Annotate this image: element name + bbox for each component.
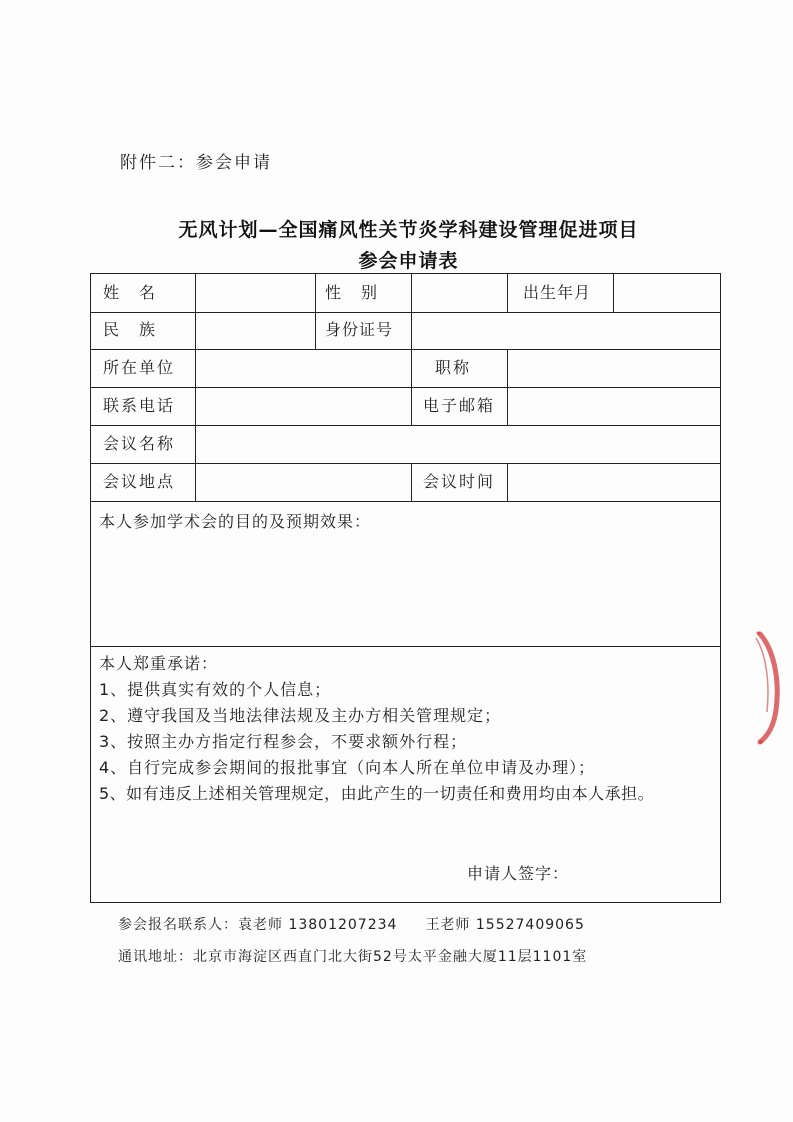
col-divider — [195, 274, 196, 501]
contact-label: 参会报名联系人： — [118, 917, 238, 933]
row-divider — [91, 425, 720, 426]
row-divider — [91, 463, 720, 464]
label-phone: 联系电话 — [103, 396, 176, 415]
form-title: 无风计划—全国痛风性关节炎学科建设管理促进项目 — [178, 219, 639, 241]
label-id-number: 身份证号 — [325, 320, 394, 339]
col-divider — [613, 274, 614, 312]
label-meeting-time: 会议时间 — [423, 472, 496, 491]
seal-stamp-fragment — [752, 630, 782, 746]
contact2-name: 王老师 — [425, 917, 471, 933]
col-divider — [411, 463, 412, 501]
label-work-unit: 所在单位 — [103, 358, 176, 377]
label-gender: 性 别 — [325, 283, 380, 302]
col-divider — [411, 274, 412, 312]
label-email: 电子邮箱 — [423, 396, 496, 415]
contact-line — [118, 914, 585, 934]
purpose-label: 本人参加学术会的目的及预期效果： — [99, 512, 372, 531]
label-name: 姓 名 — [103, 283, 158, 302]
label-birth-date: 出生年月 — [523, 283, 592, 302]
application-form-table — [90, 273, 721, 903]
address-line — [118, 946, 587, 966]
row-divider — [91, 349, 720, 350]
attachment-label: 附件二：参会申请 — [120, 153, 272, 173]
col-divider — [507, 274, 508, 312]
label-meeting-name: 会议名称 — [103, 434, 176, 453]
col-divider — [507, 463, 508, 501]
label-job-title: 职称 — [435, 358, 472, 377]
form-subtitle: 参会申请表 — [358, 250, 459, 272]
commitment-item: 5、如有违反上述相关管理规定，由此产生的一切责任和费用均由本人承担。 — [99, 784, 655, 803]
contact2-phone: 15527409065 — [475, 917, 585, 933]
address-value: 北京市海淀区西直门北大街52号太平金融大厦11层1101室 — [193, 949, 588, 965]
contact1-phone: 13801207234 — [288, 917, 398, 933]
label-meeting-location: 会议地点 — [103, 472, 176, 491]
commitment-item: 4、自行完成参会期间的报批事宜（向本人所在单位申请及办理）； — [99, 758, 596, 777]
commitment-item: 3、按照主办方指定行程参会，不要求额外行程； — [99, 732, 468, 751]
col-divider — [507, 349, 508, 425]
label-ethnicity: 民 族 — [103, 320, 158, 339]
row-divider — [91, 387, 720, 388]
commitment-item: 2、遵守我国及当地法律法规及主办方相关管理规定； — [99, 706, 502, 725]
commitment-item: 1、提供真实有效的个人信息； — [99, 680, 332, 699]
signature-label: 申请人签字： — [467, 864, 570, 883]
row-divider — [91, 501, 720, 502]
row-divider — [91, 646, 720, 647]
col-divider — [315, 274, 316, 312]
contact1-name: 袁老师 — [238, 917, 283, 933]
address-label: 通讯地址： — [118, 949, 193, 965]
row-divider — [91, 312, 720, 313]
commitment-heading: 本人郑重承诺： — [99, 654, 219, 673]
col-divider — [411, 312, 412, 349]
col-divider — [315, 312, 316, 349]
col-divider — [411, 349, 412, 425]
